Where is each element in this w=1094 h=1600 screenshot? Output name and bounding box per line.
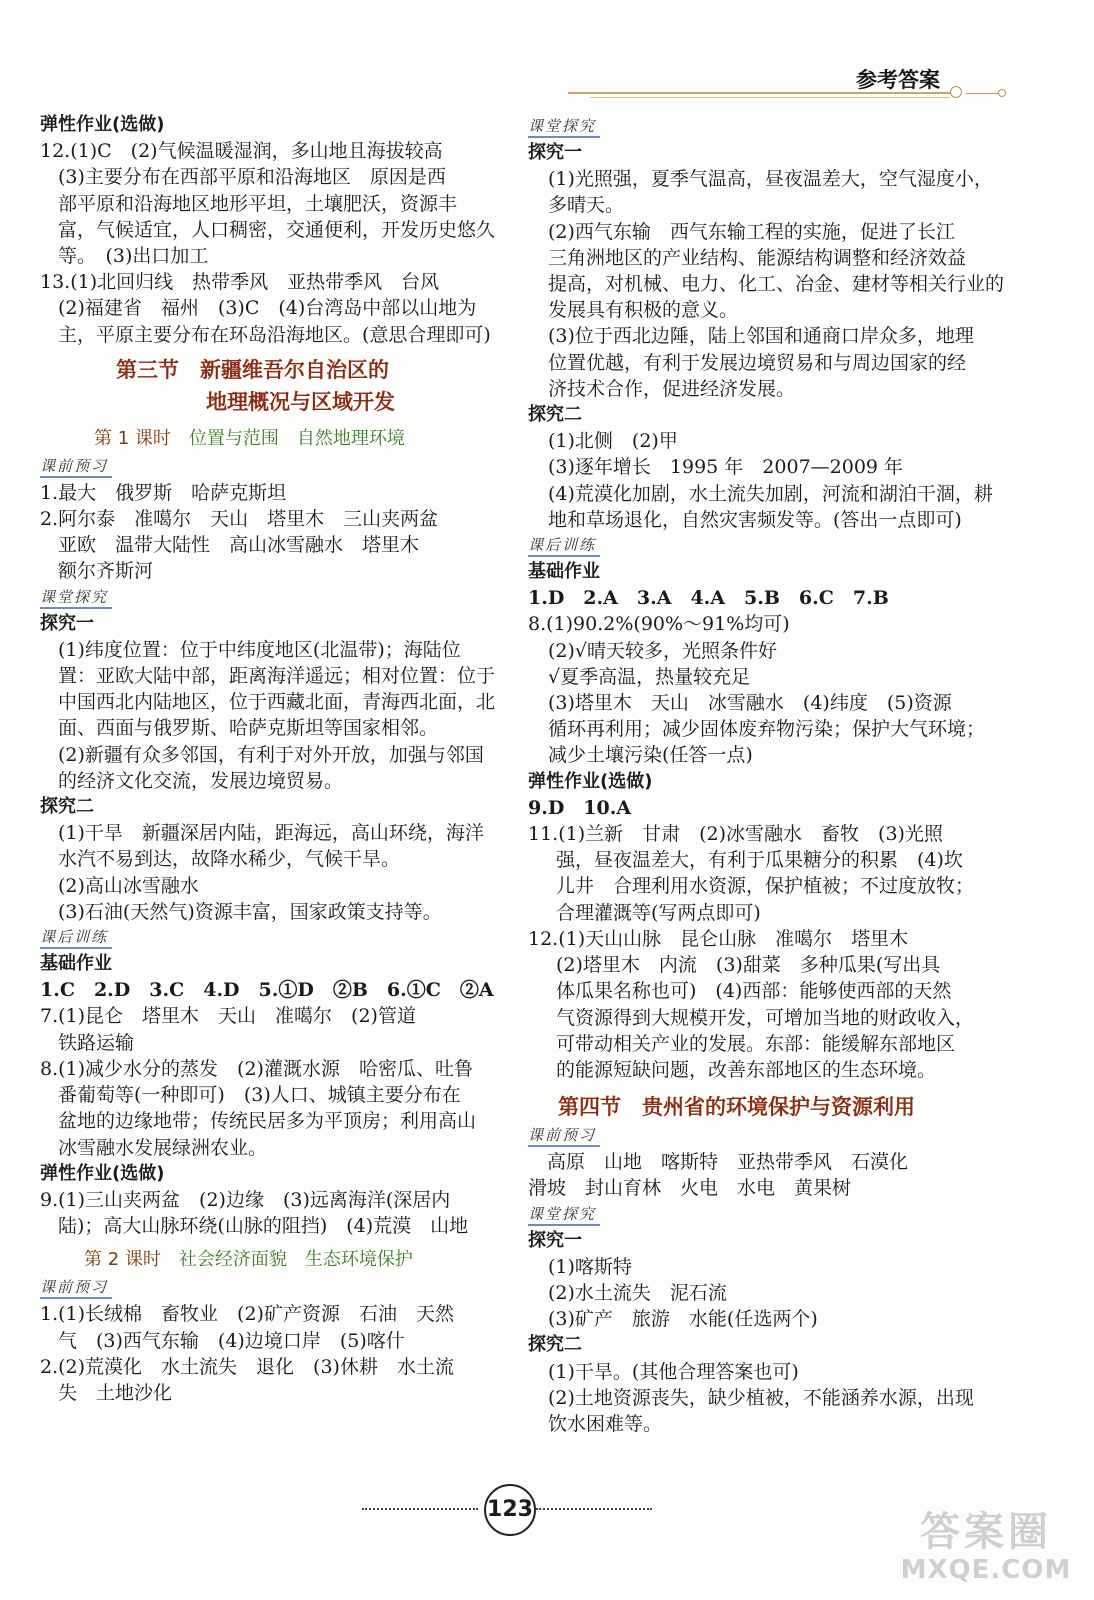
answer-line: 陆)；高大山脉环绕(山脉的阻挡) (4)荒漠 山地: [58, 1215, 469, 1238]
page-number: 123: [484, 1484, 536, 1536]
answer-line: 滑坡 封山育林 火电 水电 黄果树: [528, 1177, 852, 1200]
answer-line: 13.(1)北回归线 热带季风 亚热带季风 台风: [40, 271, 440, 294]
answer-line: 1.C 2.D 3.C 4.D 5.①D ②B 6.①C ②A: [40, 979, 494, 1002]
header-dot-icon: [998, 89, 1006, 97]
answer-line: 循环再利用；减少固体废弃物污染；保护大气环境；: [548, 718, 986, 741]
answer-line: 铁路运输: [58, 1031, 135, 1054]
section-title: 第四节 贵州省的环境保护与资源利用: [558, 1094, 915, 1120]
section-tag-after-class: 课后训练: [40, 928, 112, 949]
answer-line: 的能源短缺问题，改善东部地区的生态环境。: [556, 1058, 937, 1081]
answer-line: 地和草场退化，自然灾害频发等。(答出一点即可): [548, 508, 962, 531]
section-title: 第三节 新疆维吾尔自治区的: [116, 356, 389, 382]
answer-line: 8.(1)90.2%(90%～91%均可): [528, 613, 790, 636]
header-ring-icon: [950, 86, 962, 98]
answer-line: 三角洲地区的产业结构、能源结构调整和经济效益: [548, 246, 967, 269]
answer-line: 8.(1)减少水分的蒸发 (2)灌溉水源 哈密瓜、吐鲁: [40, 1057, 473, 1080]
answer-line: 9.D 10.A: [528, 796, 632, 819]
answer-line: (3)矿产 旅游 水能(任选两个): [548, 1308, 818, 1331]
lesson-name: 位置与范围 自然地理环境: [188, 427, 405, 449]
answer-line: (3)石油(天然气)资源丰富，国家政策支持等。: [58, 900, 442, 923]
answer-line: 面、西面与俄罗斯、哈萨克斯坦等国家相邻。: [58, 717, 439, 740]
answer-line: 位置优越，有利于发展边境贸易和与周边国家的经: [548, 351, 967, 374]
answer-line: (2)新疆有众多邻国，有利于对外开放，加强与邻国: [58, 743, 484, 766]
sub-heading: 弹性作业(选做): [40, 1162, 165, 1184]
answer-line: (1)北侧 (2)甲: [548, 430, 678, 453]
sub-heading: 弹性作业(选做): [40, 114, 165, 135]
answer-line: 2.阿尔泰 准噶尔 天山 塔里木 三山夹两盆: [40, 508, 439, 531]
answer-line: (2)高山冰雪融水: [58, 874, 199, 897]
answer-line: (3)逐年增长 1995 年 2007—2009 年: [548, 456, 904, 479]
answer-line: (2)√晴天较多，光照条件好: [548, 639, 778, 662]
answer-line: (2)西气东输 西气东输工程的实施，促进了长江: [548, 220, 955, 243]
sub-heading: 基础作业: [40, 953, 112, 975]
answer-line: 体瓜果名称也可) (4)西部：能够使西部的天然: [556, 980, 952, 1003]
footer-dots-right: [536, 1508, 652, 1510]
answer-line: 发展具有积极的意义。: [548, 299, 739, 322]
lesson-number: 第 1 课时: [94, 427, 171, 449]
answer-line: (3)位于西北边陲，陆上邻国和通商口岸众多，地理: [548, 325, 974, 348]
answer-line: 冰雪融水发展绿洲农业。: [58, 1136, 268, 1159]
answer-line: 盆地的边缘地带；传统民居多为平顶房；利用高山: [58, 1110, 477, 1133]
answer-line: 气资源得到大规模开发，可增加当地的财政收入，: [556, 1006, 975, 1029]
answer-line: 亚欧 温带大陆性 高山冰雪融水 塔里木: [58, 534, 420, 557]
answer-line: 1.最大 俄罗斯 哈萨克斯坦: [40, 481, 287, 504]
watermark-logo: [898, 1508, 1074, 1588]
answer-line: 失 土地沙化: [58, 1381, 173, 1404]
answer-line: 儿井 合理利用水资源，保护植被；不过度放牧；: [556, 875, 975, 898]
answer-line: (2)塔里木 内流 (3)甜菜 多种瓜果(写出具: [556, 954, 941, 977]
section-tag-preview: 课前预习: [40, 457, 112, 478]
header-rule: [568, 92, 952, 94]
answer-line: 番葡萄等(一种即可) (3)人口、城镇主要分布在: [58, 1084, 461, 1107]
lesson-name: 社会经济面貌 生态环境保护: [178, 1249, 413, 1271]
sub-heading: 探究二: [528, 404, 582, 426]
answer-line: (2)水土流失 泥石流: [548, 1281, 727, 1304]
watermark-url: MXQE.COM: [900, 1555, 1072, 1585]
sub-heading: 弹性作业(选做): [528, 770, 653, 792]
answer-line: (4)荒漠化加剧，水土流失加剧，河流和湖泊干涸，耕: [548, 482, 993, 505]
section-title-cont: 地理概况与区域开发: [206, 388, 395, 414]
section-tag-preview: 课前预习: [528, 1126, 600, 1147]
answer-line: 提高，对机械、电力、化工、冶金、建材等相关行业的: [548, 273, 1005, 296]
lesson-title: [40, 1245, 506, 1275]
answer-line: 1.D 2.A 3.A 4.A 5.B 6.C 7.B: [528, 587, 889, 610]
footer-dots-left: [362, 1508, 478, 1510]
lesson-number: 第 2 课时: [84, 1249, 161, 1271]
header-rule-end: [966, 93, 1000, 94]
answer-line: 合理灌溉等(写两点即可): [556, 901, 761, 924]
answer-line: 中国西北内陆地区，位于西藏北面，青海西北面，北: [58, 691, 496, 714]
sub-heading: 探究二: [40, 796, 94, 818]
answer-line: (3)塔里木 天山 冰雪融水 (4)纬度 (5)资源: [548, 692, 952, 715]
answer-line: 高原 山地 喀斯特 亚热带季风 石漠化: [528, 1151, 909, 1174]
answer-line: 可带动相关产业的发展。东部：能缓解东部地区: [556, 1032, 956, 1055]
page-header-title: 参考答案: [856, 68, 940, 92]
answer-line: 额尔齐斯河: [58, 560, 154, 583]
answer-line: 12.(1)C (2)气候温暖湿润，多山地且海拔较高: [40, 140, 443, 163]
answer-line: (2)土地资源丧失，缺少植被，不能涵养水源，出现: [548, 1386, 974, 1409]
sub-heading: 探究一: [528, 1229, 582, 1251]
section-tag-explore: 课堂探究: [528, 117, 600, 138]
right-column: [528, 114, 1005, 1437]
answer-line: 2.(2)荒漠化 水土流失 退化 (3)休耕 水土流: [40, 1355, 454, 1378]
answer-line: (1)纬度位置：位于中纬度地区(北温带)；海陆位: [58, 638, 461, 661]
answer-line: 主，平原主要分布在环岛沿海地区。(意思合理即可): [58, 323, 491, 346]
answer-line: (1)干旱。(其他合理答案也可): [548, 1360, 799, 1383]
answer-line: 部平原和沿海地区地形平坦，土壤肥沃，资源丰: [58, 192, 458, 215]
answer-line: (1)光照强，夏季气温高，昼夜温差大，空气湿度小，: [548, 168, 993, 191]
section-tag-explore: 课堂探究: [528, 1205, 600, 1226]
answer-line: 多晴天。: [548, 194, 625, 217]
section-tag-after-class: 课后训练: [528, 536, 600, 557]
answer-line: 等。 (3)出口加工: [58, 245, 209, 268]
answer-line: 置：亚欧大陆中部，距离海洋遥远；相对位置：位于: [58, 665, 496, 688]
left-column: [40, 112, 506, 1406]
answer-line: 减少土壤污染(任答一点): [548, 744, 753, 767]
answer-line: 12.(1)天山山脉 昆仑山脉 准噶尔 塔里木: [528, 927, 909, 950]
watermark-logo-text: 答案圈: [920, 1509, 1052, 1555]
answer-line: 7.(1)昆仑 塔里木 天山 准噶尔 (2)管道: [40, 1005, 416, 1028]
answer-line: (3)主要分布在西部平原和沿海地区 原因是西: [58, 166, 446, 189]
answer-line: (1)喀斯特: [548, 1255, 632, 1278]
answer-line: 气 (3)西气东输 (4)边境口岸 (5)喀什: [58, 1329, 405, 1352]
answer-line: (2)福建省 福州 (3)C (4)台湾岛中部以山地为: [58, 297, 477, 320]
section-tag-explore: 课堂探究: [40, 588, 112, 609]
section-tag-preview: 课前预习: [40, 1278, 112, 1299]
answer-line: 强，昼夜温差大，有利于瓜果糖分的积累 (4)坎: [556, 849, 963, 872]
sub-heading: 基础作业: [528, 561, 600, 583]
answer-line: 11.(1)兰新 甘肃 (2)冰雪融水 畜牧 (3)光照: [528, 823, 943, 846]
sub-heading: 探究一: [528, 142, 582, 163]
answer-line: (1)干旱 新疆深居内陆，距海远，高山环绕，海洋: [58, 822, 484, 845]
answer-line: 饮水困难等。: [548, 1412, 663, 1435]
answer-line: 1.(1)长绒棉 畜牧业 (2)矿产资源 石油 天然: [40, 1303, 454, 1326]
sub-heading: 探究一: [40, 612, 94, 634]
answer-line: 9.(1)三山夹两盆 (2)边缘 (3)远离海洋(深居内: [40, 1188, 451, 1211]
header-rule-thin: [590, 97, 950, 98]
answer-line: 水汽不易到达，故降水稀少，气候干旱。: [58, 848, 401, 871]
answer-line: 富，气候适宜，人口稠密，交通便利，开发历史悠久: [58, 218, 496, 241]
sub-heading: 探究二: [528, 1334, 582, 1356]
lesson-title: [40, 424, 506, 454]
answer-line: 济技术合作，促进经济发展。: [548, 377, 796, 400]
answer-line: 的经济文化交流，发展边境贸易。: [58, 769, 344, 792]
answer-line: √夏季高温，热量较充足: [548, 665, 751, 688]
